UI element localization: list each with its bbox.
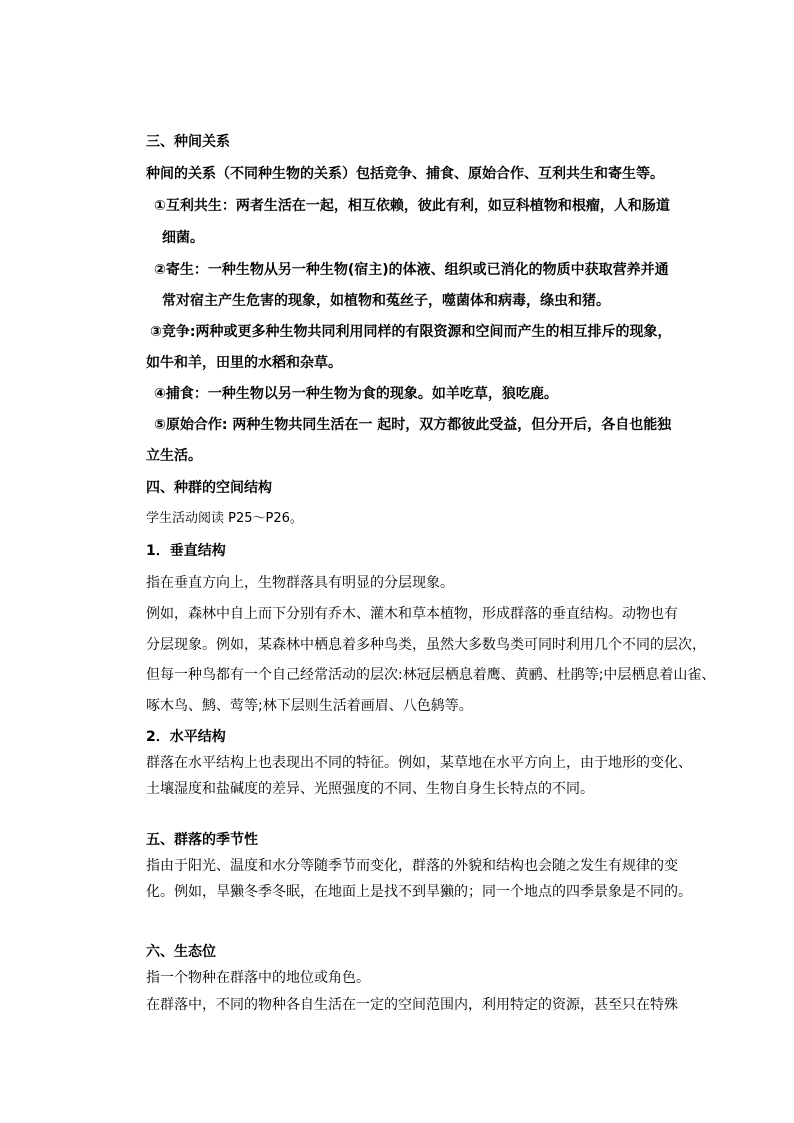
vertical-example-line-3: 但每一种鸟都有一个自己经常活动的层次:林冠层栖息着鹰、黄鹂、杜鹃等;中层栖息着山雀、 [146, 667, 716, 683]
vertical-structure-definition: 指在垂直方向上，生物群落具有明显的分层现象。 [146, 575, 454, 591]
vertical-structure-heading: 1．垂直结构 [146, 543, 226, 559]
cooperation-line-1: ⑤原始合作: 两种生物共同生活在一 起时，双方都彼此受益，但分开后，各自也能独 [154, 417, 672, 433]
cooperation-line-2: 立生活。 [146, 448, 202, 464]
mutualism-line-1: ①互利共生：两者生活在一起，相互依赖，彼此有利，如豆科植物和根瘤，人和肠道 [154, 198, 670, 214]
horizontal-structure-heading: 2．水平结构 [146, 729, 226, 745]
reading-note: 学生活动阅读 P25～P26。 [146, 511, 303, 526]
niche-definition: 指一个物种在群落中的地位或角色。 [146, 970, 370, 986]
horizontal-structure-line-2: 土壤湿度和盐碱度的差异、光照强度的不同、生物自身生长特点的不同。 [146, 781, 594, 797]
section-heading-niche: 六、生态位 [146, 944, 216, 960]
parasitism-line-1: ②寄生：一种生物从另一种生物(宿主)的体液、组织或已消化的物质中获取营养并通 [154, 262, 669, 278]
interspecific-intro: 种间的关系（不同种生物的关系）包括竞争、捕食、原始合作、互利共生和寄生等。 [146, 166, 664, 182]
parasitism-line-2: 常对宿主产生危害的现象，如植物和菟丝子，噬菌体和病毒，绦虫和猪。 [162, 293, 610, 309]
vertical-example-line-2: 分层现象。例如，某森林中栖息着多种鸟类，虽然大多数鸟类可同时利用几个不同的层次， [146, 637, 706, 653]
competition-line-1: ③竞争:两种或更多种生物共同利用同样的有限资源和空间而产生的相互排斥的现象， [150, 324, 672, 340]
vertical-example-line-1: 例如，森林中自上而下分别有乔木、灌木和草本植物，形成群落的垂直结构。动物也有 [146, 606, 678, 622]
niche-paragraph-line-1: 在群落中，不同的物种各自生活在一定的空间范围内，利用特定的资源，甚至只在特殊 [146, 997, 678, 1013]
seasonality-line-2: 化。例如，旱獭冬季冬眠，在地面上是找不到旱獭的；同一个地点的四季景象是不同的。 [146, 884, 692, 900]
section-heading-seasonality: 五、群落的季节性 [146, 832, 258, 848]
predation-line: ④捕食：一种生物以另一种生物为食的现象。如羊吃草，狼吃鹿。 [154, 386, 558, 402]
mutualism-line-2: 细菌。 [162, 230, 204, 246]
horizontal-structure-line-1: 群落在水平结构上也表现出不同的特征。例如，某草地在水平方向上，由于地形的变化、 [146, 755, 692, 771]
vertical-example-line-4: 啄木鸟、鹪、莺等;林下层则生活着画眉、八色鸫等。 [146, 698, 473, 714]
competition-line-2: 如牛和羊，田里的水稻和杂草。 [146, 355, 342, 371]
section-heading-spatial-structure: 四、种群的空间结构 [146, 480, 272, 496]
section-heading-interspecific: 三、种间关系 [146, 134, 230, 150]
seasonality-line-1: 指由于阳光、温度和水分等随季节而变化，群落的外貌和结构也会随之发生有规律的变 [146, 858, 678, 874]
